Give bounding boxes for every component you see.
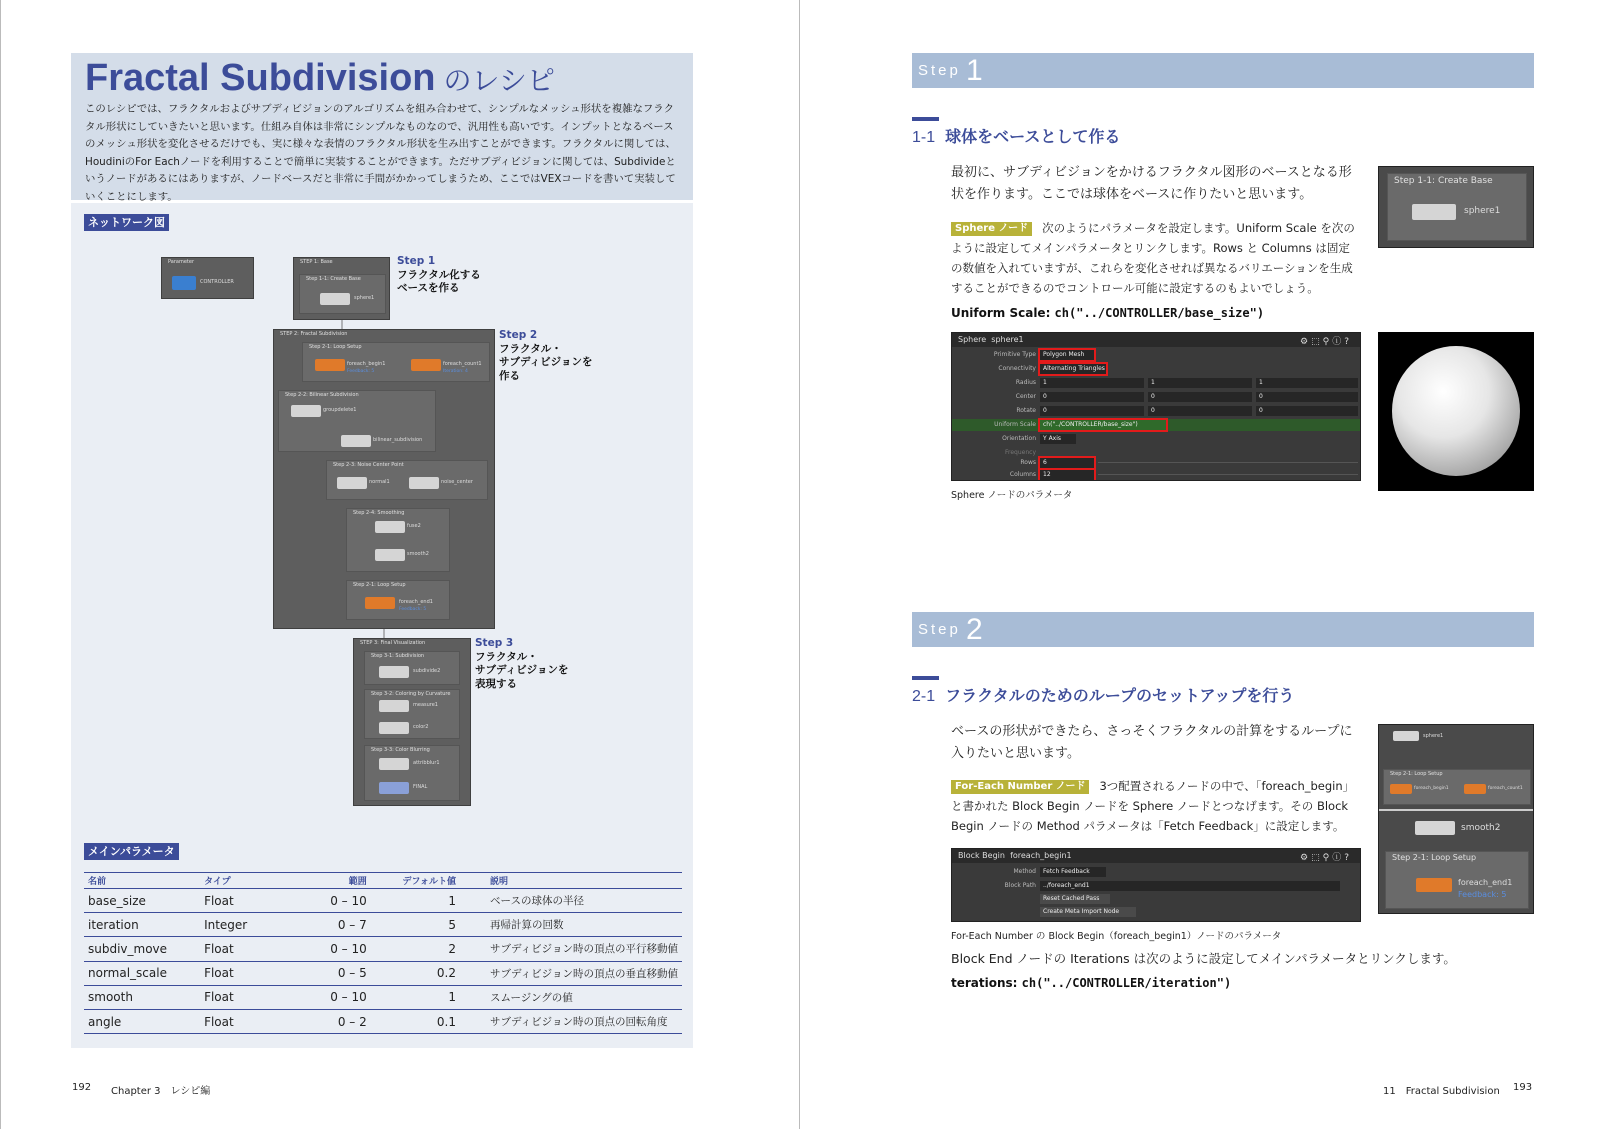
node-label: noise_center (441, 479, 473, 485)
cell-type: Float (200, 889, 290, 913)
param-row (952, 457, 1360, 469)
cell-name: smooth (84, 985, 200, 1009)
header-default: デフォルト値 (371, 873, 460, 889)
rotate-z-field[interactable]: 0 (1256, 406, 1358, 416)
param-name: Orientation (1002, 435, 1036, 442)
recipe-title-suffix: のレシピ (443, 65, 555, 96)
sec2-paragraph-3: Block End ノードの Iterations は次のように設定してメインパラメータとリンクします。 (951, 951, 1456, 966)
param-row (952, 405, 1360, 417)
cell-default: 5 (371, 913, 460, 937)
node-label: sphere1 (354, 295, 375, 301)
panel-toolbar-icons[interactable]: ⚙⬚⚲ⓘ? (1300, 337, 1352, 347)
step-label: Step (918, 62, 961, 79)
attribblur-node (379, 758, 409, 770)
create-meta-import-button[interactable]: Create Meta Import Node (1040, 907, 1136, 917)
callout-line: フラクタル化する (397, 268, 481, 281)
rotate-y-field[interactable]: 0 (1148, 406, 1252, 416)
node-label: foreach_begin1 (1414, 786, 1449, 791)
noise-frame (326, 460, 488, 500)
main-params-label: メインパラメータ (84, 843, 179, 860)
cell-range: 0 – 10 (290, 985, 371, 1009)
frame-title: Step 2-1: Loop Setup (353, 582, 406, 588)
param-row (952, 866, 1360, 878)
primitive-type-field[interactable]: Polygon Mesh (1040, 350, 1094, 360)
groupdelete-node (291, 405, 321, 417)
cell-type: Float (200, 961, 290, 985)
frame-title: Step 2-3: Noise Center Point (333, 462, 404, 468)
sec2-paragraph-2-text: 3つ配置されるノードの中で、「foreach_begin」と書かれた Block Begin ノードを Sphere ノードとつなげます。その Block Begin ノードの Method パラメータは「Fetch Feedback」に設定します。 (951, 779, 1355, 833)
caption-block-begin: For-Each Number の Block Begin（foreach_begin1）ノードのパラメータ (951, 931, 1282, 942)
blurring-frame (364, 745, 460, 801)
color-node (379, 722, 409, 734)
network-diagram-label: ネットワーク図 (84, 214, 169, 231)
cell-description: サブディビジョン時の頂点の回転角度 (460, 1009, 682, 1033)
loop-end-frame (346, 580, 450, 620)
frame-title: Step 2-2: Bilinear Subdivision (285, 392, 359, 398)
controller-node (172, 276, 196, 290)
table-row (84, 889, 682, 913)
node-label: color2 (413, 724, 429, 730)
cell-default: 0.2 (371, 961, 460, 985)
cell-name: base_size (84, 889, 200, 913)
param-row (952, 349, 1360, 361)
radius-z-field[interactable]: 1 (1256, 378, 1358, 388)
cell-range: 0 – 5 (290, 961, 371, 985)
section-number: 2-1 (912, 688, 936, 705)
rotate-x-field[interactable]: 0 (1040, 406, 1144, 416)
node-label: foreach_count1 (443, 361, 482, 367)
step1-band (912, 53, 1534, 88)
coloring-frame (364, 689, 460, 739)
param-name: Columns (1009, 471, 1036, 478)
node-label: subdivide2 (413, 668, 441, 674)
param-name: Method (1013, 868, 1036, 875)
section-rule (912, 676, 939, 680)
param-name: Block Path (1004, 882, 1036, 889)
center-x-field[interactable]: 0 (1040, 392, 1144, 402)
node-label: attribblur1 (413, 760, 440, 766)
param-row (952, 469, 1360, 481)
intro-box (71, 53, 693, 203)
cell-range: 0 – 7 (290, 913, 371, 937)
foreach-end-node (365, 597, 395, 609)
sec2-paragraph-1: ベースの形状ができたら、さっそくフラクタルの計算をするループに入りたいと思います。 (951, 724, 1353, 761)
node-label: sphere1 (1423, 733, 1444, 739)
step2-band (912, 612, 1534, 647)
sec1-paragraph-2-text: 次のようにパラメータを設定します。Uniform Scale を次のように設定してメインパラメータとリンクします。Rows と Columns は固定の数値を入れていますが、これらを変化させれば異なるバリエーションを生成することができるのでコントロール可能に設定するのもよいでしょう。 (951, 221, 1355, 295)
cell-default: 1 (371, 889, 460, 913)
frame-title: Step 3-3: Color Blurring (371, 747, 430, 753)
cell-description: ベースの球体の半径 (460, 889, 682, 913)
rows-field[interactable]: 6 (1040, 458, 1094, 468)
step1-frame (293, 257, 390, 320)
cell-range: 0 – 10 (290, 937, 371, 961)
section-title-text: フラクタルのためのループのセットアップを行う (945, 686, 1295, 705)
sec1-paragraph-1: 最初に、サブディビジョンをかけるフラクタル図形のベースとなる形状を作ります。ここでは球体をベースに作りたいと思います。 (951, 165, 1352, 202)
foreach-begin-node (1390, 784, 1412, 794)
table-row (84, 985, 682, 1009)
node-label: smooth2 (1461, 823, 1501, 833)
param-row (952, 433, 1360, 445)
frame-title: Step 2-4: Smoothing (353, 510, 405, 516)
callout-line: フラクタル・ (499, 342, 562, 355)
param-name: Primitive Type (993, 351, 1036, 358)
panel-toolbar-icons[interactable]: ⚙⬚⚲ⓘ? (1300, 853, 1352, 863)
step2-frame (273, 329, 495, 629)
section-title-text: 球体をベースとして作る (945, 127, 1121, 146)
frame-title: Step 3-2: Coloring by Curvature (371, 691, 451, 697)
columns-field[interactable]: 12 (1040, 470, 1094, 480)
frame-title: Step 2-1: Loop Setup (1390, 771, 1443, 777)
foreach-count-node (1464, 784, 1486, 794)
running-header-right: 11 Fractal Subdivision (1383, 1086, 1500, 1097)
param-name: Connectivity (998, 365, 1036, 372)
sec1-paragraph-2 (951, 218, 1361, 298)
header-type: タイプ (200, 873, 290, 889)
noise-node (409, 477, 439, 489)
callout-head: Step 3 (475, 637, 514, 649)
smooth-node (375, 549, 405, 561)
step3-frame (353, 638, 471, 806)
cell-range: 0 – 2 (290, 1009, 371, 1033)
center-z-field[interactable]: 0 (1256, 392, 1358, 402)
sphere-node (1412, 204, 1456, 220)
node-label: foreach_count1 (1488, 786, 1523, 791)
cell-default: 2 (371, 937, 460, 961)
subdivision-frame (364, 651, 460, 685)
cell-name: angle (84, 1009, 200, 1033)
sphere-parameter-panel (951, 332, 1361, 481)
cell-range: 0 – 10 (290, 889, 371, 913)
smoothing-frame (346, 508, 450, 572)
node-label: bilinear_subdivision (373, 437, 423, 443)
panel-node-type: Block Begin (958, 851, 1005, 860)
code-expression: ch("../CONTROLLER/base_size") (1054, 306, 1265, 320)
uniform-scale-code (951, 306, 1264, 320)
loop-end-frame (1385, 851, 1529, 909)
param-row (952, 880, 1360, 892)
node-label: foreach_end1 (1458, 878, 1513, 887)
header-name: 名前 (84, 873, 200, 889)
table-row (84, 1009, 682, 1033)
create-base-thumbnail (1378, 166, 1534, 248)
step-number: 1 (966, 54, 983, 87)
node-label: foreach_end1 (399, 599, 433, 605)
callout-head: Step 2 (499, 329, 538, 341)
loop-setup-frame (1383, 769, 1531, 805)
frame-title: STEP 1: Base (300, 259, 333, 265)
cell-type: Float (200, 1009, 290, 1033)
parameter-frame (161, 257, 254, 299)
param-row (952, 391, 1360, 403)
columns-slider[interactable] (1098, 474, 1358, 475)
panel-node-name: foreach_begin1 (1010, 851, 1072, 860)
cell-type: Float (200, 985, 290, 1009)
subdivide-node (379, 666, 409, 678)
page-number-left: 192 (72, 1082, 92, 1093)
step1-callout (397, 255, 481, 296)
cell-description: スムージングの値 (460, 985, 682, 1009)
panel-header (952, 849, 1360, 863)
param-row (952, 419, 1360, 431)
cell-name: normal_scale (84, 961, 200, 985)
panel-node-type: Sphere (958, 335, 987, 344)
cell-default: 0.1 (371, 1009, 460, 1033)
foreach-begin-node (315, 359, 345, 371)
param-name: Rows (1020, 459, 1036, 466)
smooth-node (1415, 821, 1455, 835)
node-label: sphere1 (1464, 206, 1501, 216)
running-header-left: Chapter 3 レシピ編 (111, 1086, 211, 1097)
node-label: foreach_begin1 (347, 361, 386, 367)
table-row (84, 937, 682, 961)
node-sublabel: Feedback: 5 (347, 369, 375, 374)
callout-head: Step 1 (397, 255, 436, 267)
node-label: fuse2 (407, 523, 421, 529)
callout-line: 作る (499, 369, 520, 382)
sphere-node (1393, 731, 1419, 741)
param-name: Radius (1015, 379, 1036, 386)
node-label: normal1 (369, 479, 390, 485)
radius-x-field[interactable]: 1 (1040, 378, 1144, 388)
node-label: measure1 (413, 702, 438, 708)
step2-callout (499, 329, 592, 383)
frame-title: Step 3-1: Subdivision (371, 653, 425, 659)
cell-name: subdiv_move (84, 937, 200, 961)
cell-default: 1 (371, 985, 460, 1009)
cell-description: 再帰計算の回数 (460, 913, 682, 937)
sphere-render (1392, 346, 1520, 476)
sphere-render-view (1378, 332, 1534, 491)
orientation-field[interactable]: Y Axis (1040, 434, 1076, 444)
thumbnail-divider (1379, 809, 1534, 811)
frame-title: STEP 3: Final Visualization (360, 640, 426, 646)
node-label: groupdelete1 (323, 407, 357, 413)
param-name: Rotate (1016, 407, 1036, 414)
callout-line: サブディビジョンを (475, 664, 569, 676)
section-number: 1-1 (912, 129, 936, 146)
final-node (379, 782, 409, 794)
intro-paragraph: このレシピでは、フラクタルおよびサブディビジョンのアルゴリズムを組み合わせて、シンプルなメッシュ形状を複雑なフラクタル形状にしていきたいと思います。仕組み自体は非常にシンプルなものなので、汎用性も高いです。インプットとなるベースのメッシュ形状を変化させるだけでも、実に様々な表情のフラクタル形状を生み出すことができます。フラクタルに関しては、HoudiniのFor Eachノードを利用することで簡単に実装することができます。ただサブディビジョンに関しては、Subdivideというノードがあるにはありますが、ノードベースだと非常に手間がかかってしまうため、ここではVEXコードを書いて実装していくことにします。 (85, 103, 676, 203)
param-name: Center (1015, 393, 1036, 400)
param-row (952, 363, 1360, 375)
header-description: 説明 (460, 873, 682, 889)
block-path-field[interactable]: ../foreach_end1 (1040, 881, 1340, 891)
frame-title: Step 1-1: Create Base (306, 276, 361, 282)
params-table (84, 872, 682, 1034)
param-name: Uniform Scale (994, 421, 1036, 428)
step-label: Step (918, 621, 961, 638)
caption-sphere-params: Sphere ノードのパラメータ (951, 490, 1073, 501)
frame-title: Step 2-1: Loop Setup (309, 344, 362, 350)
cell-name: iteration (84, 913, 200, 937)
param-row (952, 377, 1360, 389)
iterations-code (951, 976, 1231, 990)
header-range: 範囲 (290, 873, 371, 889)
node-sublabel: Feedback: 5 (1458, 890, 1507, 899)
cell-type: Float (200, 937, 290, 961)
panel-header (952, 333, 1360, 347)
node-label: smooth2 (407, 551, 429, 557)
block-begin-parameter-panel (951, 848, 1361, 922)
node-sublabel: Iteration: 4 (443, 369, 468, 374)
frame-title: Step 2-1: Loop Setup (1392, 853, 1477, 862)
node-label: FINAL (413, 784, 428, 790)
page-number-right: 193 (1513, 1082, 1533, 1093)
frame-title: Parameter (168, 259, 195, 265)
bilinear-frame (278, 390, 436, 452)
code-label: terations: (951, 976, 1022, 990)
callout-line: 表現する (475, 677, 517, 690)
section-title-2-1 (912, 683, 1294, 706)
cell-type: Integer (200, 913, 290, 937)
table-row (84, 961, 682, 985)
step3-callout (475, 637, 568, 691)
normal-node (337, 477, 367, 489)
param-name: Frequency (1005, 449, 1036, 456)
frame-title: Step 1-1: Create Base (1394, 176, 1493, 186)
cell-description: サブディビジョン時の頂点の垂直移動値 (460, 961, 682, 985)
cell-description: サブディビジョン時の頂点の平行移動値 (460, 937, 682, 961)
table-row (84, 913, 682, 937)
panel-node-name: sphere1 (991, 335, 1024, 344)
measure-node (379, 700, 409, 712)
right-page (800, 0, 1600, 1129)
code-label: Uniform Scale: (951, 306, 1055, 320)
bilinear-node (341, 435, 371, 447)
center-y-field[interactable]: 0 (1148, 392, 1252, 402)
step-number: 2 (966, 613, 983, 646)
foreach-node-badge: For-Each Number ノード (951, 780, 1089, 794)
create-base-frame (1387, 173, 1527, 241)
recipe-title (85, 57, 555, 100)
reset-cached-pass-button[interactable]: Reset Cached Pass (1040, 894, 1110, 904)
table-header-row (84, 873, 682, 889)
callout-line: サブディビジョンを (499, 356, 593, 368)
node-sublabel: Feedback: 5 (399, 607, 427, 612)
sec2-paragraph-2 (951, 776, 1361, 836)
method-field[interactable]: Fetch Feedback (1040, 867, 1106, 877)
callout-line: ベースを作る (397, 282, 460, 294)
foreach-count-node (411, 359, 441, 371)
section-rule (912, 117, 939, 121)
loop-setup-thumbnail (1378, 724, 1534, 914)
recipe-title-main: Fractal Subdivision (85, 57, 436, 99)
connectivity-field[interactable]: Alternating Triangles (1040, 364, 1106, 374)
loop-setup-frame (302, 342, 490, 382)
rows-slider[interactable] (1098, 462, 1358, 463)
sphere-node (320, 293, 350, 305)
node-label: CONTROLLER (200, 279, 234, 285)
frame-title: STEP 2: Fractal Subdivision (280, 331, 348, 337)
step1-1-frame (299, 274, 386, 314)
callout-line: フラクタル・ (475, 650, 538, 663)
section-title-1-1 (912, 124, 1120, 147)
code-expression: ch("../CONTROLLER/iteration") (1021, 976, 1232, 990)
fuse-node (375, 521, 405, 533)
uniform-scale-field[interactable]: ch("../CONTROLLER/base_size") (1040, 420, 1166, 430)
sphere-node-badge: Sphere ノード (951, 222, 1032, 236)
radius-y-field[interactable]: 1 (1148, 378, 1252, 388)
foreach-end-node (1416, 878, 1452, 892)
